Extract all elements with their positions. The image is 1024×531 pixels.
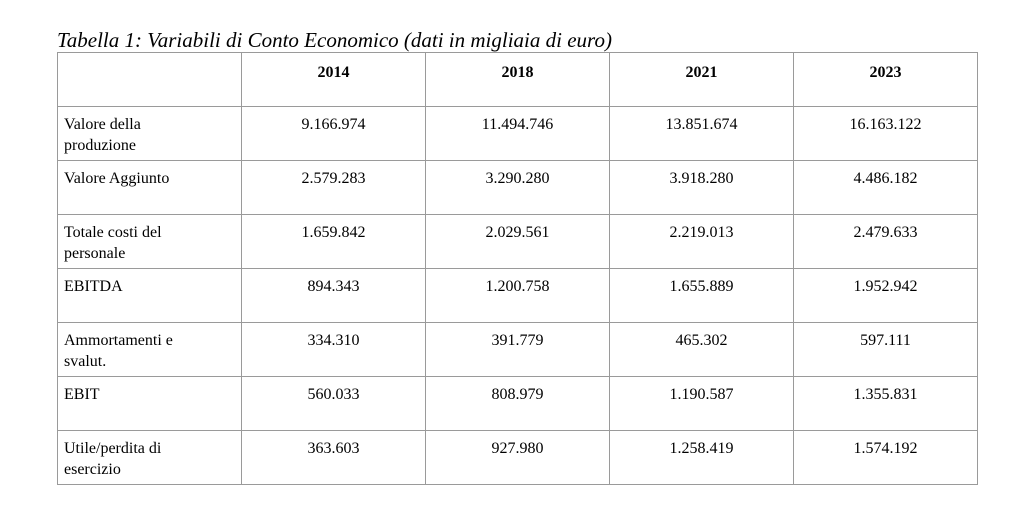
value-cell: 465.302 [610, 323, 794, 377]
row-label-line: Valore Aggiunto [64, 170, 170, 187]
table-caption: Tabella 1: Variabili di Conto Economico (dati in migliaia di euro) [57, 28, 612, 52]
value-cell: 3.290.280 [426, 161, 610, 215]
row-label [58, 215, 242, 269]
value-cell: 13.851.674 [610, 107, 794, 161]
value-cell: 1.190.587 [610, 377, 794, 431]
value-cell: 1.952.942 [794, 269, 978, 323]
header-row [58, 53, 978, 107]
value-cell: 4.486.182 [794, 161, 978, 215]
value-cell: 2.479.633 [794, 215, 978, 269]
row-label [58, 269, 242, 323]
row-label [58, 107, 242, 161]
row-label [58, 323, 242, 377]
value-cell: 363.603 [242, 431, 426, 485]
row-label [58, 161, 242, 215]
value-cell: 1.200.758 [426, 269, 610, 323]
value-cell: 560.033 [242, 377, 426, 431]
row-label-line: svalut. [64, 353, 107, 370]
year-header: 2014 [242, 53, 426, 107]
row-label [58, 431, 242, 485]
value-cell: 1.659.842 [242, 215, 426, 269]
value-cell: 927.980 [426, 431, 610, 485]
row-label-line: produzione [64, 137, 136, 154]
table-row [58, 107, 978, 161]
table-row [58, 161, 978, 215]
year-header: 2021 [610, 53, 794, 107]
table-row [58, 215, 978, 269]
year-header: 2018 [426, 53, 610, 107]
value-cell: 11.494.746 [426, 107, 610, 161]
row-label-line: Valore della [64, 116, 141, 133]
row-label-line: esercizio [64, 461, 121, 478]
value-cell: 1.574.192 [794, 431, 978, 485]
income-statement-table [57, 52, 978, 485]
value-cell: 808.979 [426, 377, 610, 431]
year-header: 2023 [794, 53, 978, 107]
row-label-line: EBITDA [64, 278, 123, 295]
value-cell: 2.579.283 [242, 161, 426, 215]
corner-cell [58, 53, 242, 107]
table-row [58, 269, 978, 323]
row-label-line: EBIT [64, 386, 100, 403]
value-cell: 1.655.889 [610, 269, 794, 323]
value-cell: 391.779 [426, 323, 610, 377]
value-cell: 2.219.013 [610, 215, 794, 269]
value-cell: 3.918.280 [610, 161, 794, 215]
value-cell: 1.355.831 [794, 377, 978, 431]
value-cell: 16.163.122 [794, 107, 978, 161]
value-cell: 1.258.419 [610, 431, 794, 485]
row-label [58, 377, 242, 431]
value-cell: 2.029.561 [426, 215, 610, 269]
table-row [58, 377, 978, 431]
row-label-line: Utile/perdita di [64, 440, 162, 457]
value-cell: 334.310 [242, 323, 426, 377]
table-row [58, 323, 978, 377]
table-row [58, 431, 978, 485]
row-label-line: Totale costi del [64, 224, 162, 241]
row-label-line: Ammortamenti e [64, 332, 173, 349]
value-cell: 597.111 [794, 323, 978, 377]
row-label-line: personale [64, 245, 126, 262]
value-cell: 894.343 [242, 269, 426, 323]
value-cell: 9.166.974 [242, 107, 426, 161]
table-body [58, 107, 978, 485]
